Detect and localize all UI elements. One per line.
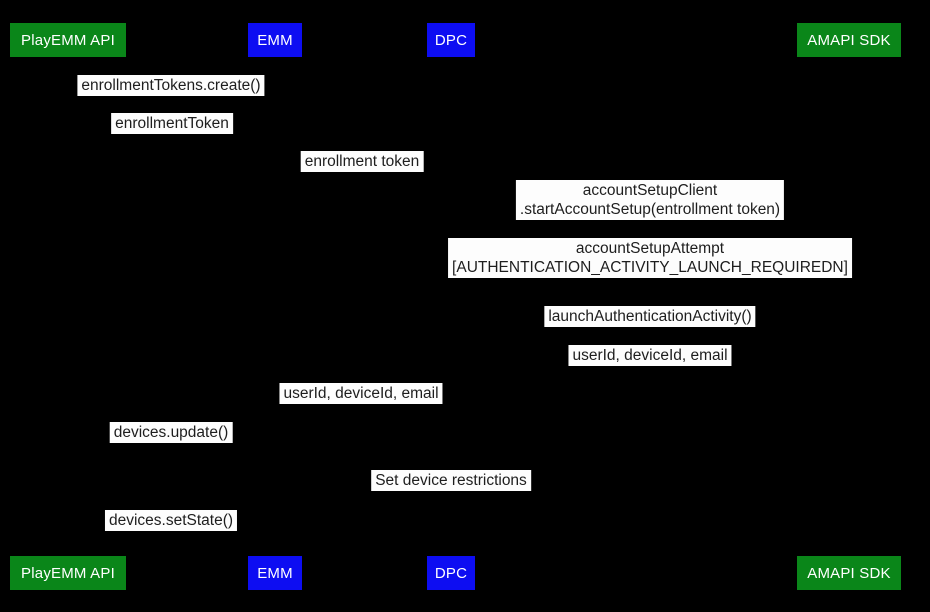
lifeline-playemm-api (68, 57, 69, 556)
message-line: devices.update() (113, 424, 229, 441)
message-label (111, 113, 233, 134)
message-line: Set device restrictions (375, 472, 527, 489)
message-line: [AUTHENTICATION_ACTIVITY_LAUNCH_REQUIREDN] (452, 259, 848, 276)
message-line: .startAccountSetup(entrollment token) (519, 201, 781, 218)
actor-box-emm-bottom (248, 556, 302, 590)
message-line: userId, deviceId, email (572, 347, 728, 364)
actor-label: DPC (434, 31, 468, 49)
actor-box-dpc-bottom (427, 556, 475, 590)
message-label (516, 180, 784, 220)
actor-label: PlayEMM API (21, 31, 115, 49)
actor-box-playemm-api-bottom (10, 556, 126, 590)
message-line: accountSetupClient (582, 182, 718, 199)
message-label (105, 510, 237, 531)
message-line: enrollmentToken (115, 115, 229, 132)
actor-label: EMM (257, 31, 293, 49)
actor-box-amapi-sdk-top (797, 23, 901, 57)
actor-box-emm-top (248, 23, 302, 57)
actor-label: AMAPI SDK (807, 564, 891, 582)
message-line: launchAuthenticationActivity() (548, 308, 752, 325)
message-line: enrollmentTokens.create() (81, 77, 261, 94)
lifeline-amapi-sdk (849, 57, 850, 556)
message-line: devices.setState() (108, 512, 234, 529)
message-line: enrollment token (304, 153, 420, 170)
message-label (279, 383, 442, 404)
message-line: accountSetupAttempt (575, 240, 725, 257)
message-label (568, 345, 731, 366)
lifeline-emm (275, 57, 276, 556)
actor-box-amapi-sdk-bottom (797, 556, 901, 590)
message-label (77, 75, 264, 96)
message-line: userId, deviceId, email (283, 385, 439, 402)
message-label (371, 470, 531, 491)
message-label (110, 422, 233, 443)
actor-label: EMM (257, 564, 293, 582)
actor-box-dpc-top (427, 23, 475, 57)
actor-label: AMAPI SDK (807, 31, 891, 49)
message-label (301, 151, 424, 172)
message-label (448, 238, 852, 278)
actor-label: PlayEMM API (21, 564, 115, 582)
actor-box-playemm-api-top (10, 23, 126, 57)
message-label (544, 306, 755, 327)
actor-label: DPC (434, 564, 468, 582)
